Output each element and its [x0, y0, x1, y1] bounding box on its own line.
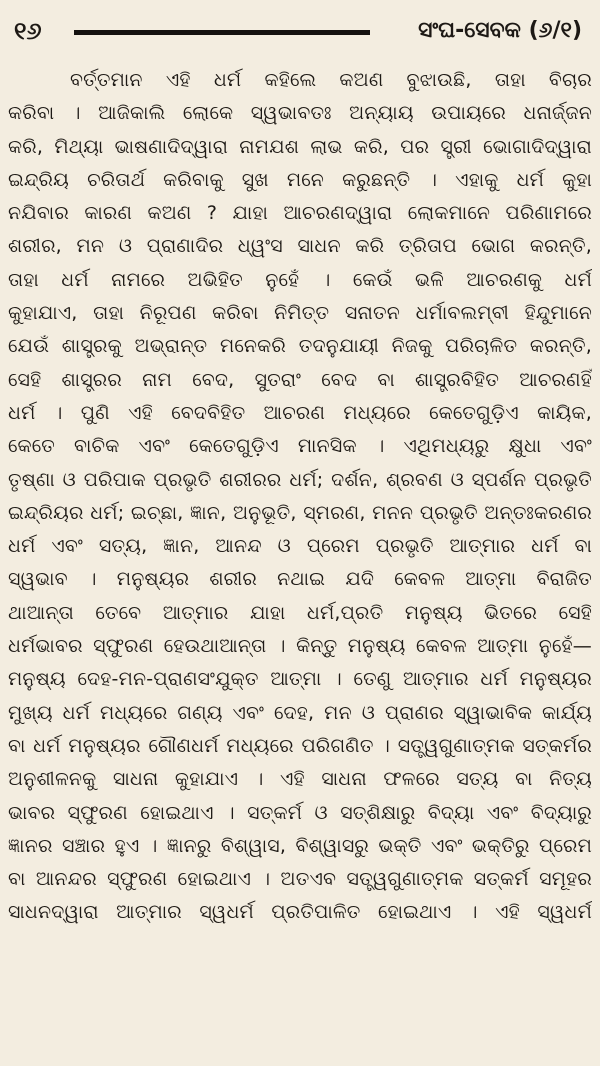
- body-text: [8, 64, 592, 1064]
- header-rule: [74, 30, 370, 35]
- page-header: [0, 0, 600, 66]
- text-line: କେତେ ବାଚିକ ଏବଂ କେତେଗୁଡ଼ିଏ ମାନସିକ । ଏଥିମଧ୍ୟରୁ କ୍ଷୁଧା ଏବଂ: [8, 435, 592, 458]
- running-head: ସଂଘ-ସେବକ (୬/୧): [418, 18, 582, 43]
- text-line: ସ୍ୱଭାବ । ମନୁଷ୍ୟର ଶରୀର ନଥାଇ ଯଦି କେବଳ ଆତ୍ମା ବିରାଜିତ: [8, 568, 592, 591]
- text-line: ଧର୍ମ । ପୁଣି ଏହି ବେଦବିହିତ ଆଚରଣ ମଧ୍ୟରେ କେତେଗୁଡ଼ିଏ କାୟିକ,: [8, 401, 592, 424]
- text-line: ତୃଷ୍ଣା ଓ ପରିପାକ ପ୍ରଭୃତି ଶରୀରର ଧର୍ମ; ଦର୍ଶନ, ଶ୍ରବଣ ଓ ସ୍ପର୍ଶନ ପ୍ରଭୃତି: [8, 468, 592, 491]
- page-number: ୧୬: [14, 17, 42, 45]
- text-line: ମୁଖ୍ୟ ଧର୍ମ ମଧ୍ୟରେ ଗଣ୍ୟ ଏବଂ ଦେହ, ମନ ଓ ପ୍ରାଣର ସ୍ୱାଭାବିକ କାର୍ଯ୍ୟ: [8, 701, 592, 724]
- text-line: କରିବା । ଆଜିକାଲି ଲୋକେ ସ୍ୱଭାବତଃ ଅନ୍ୟାୟ ଉପାୟରେ ଧନାର୍ଜ୍ଜନ: [8, 102, 592, 125]
- text-line: ବର୍ତ୍ତମାନ ଏହି ଧର୍ମ କହିଲେ କଅଣ ବୁଝାଉଛି, ତାହା ବିଚାର: [70, 69, 592, 91]
- text-line: ଅନୁଶୀଳନକୁ ସାଧନା କୁହାଯାଏ । ଏହି ସାଧନା ଫଳରେ ସତ୍ୟ ବା ନିତ୍ୟ: [8, 768, 592, 791]
- text-line: ଯେଉଁ ଶାସ୍ତ୍ରକୁ ଅଭ୍ରାନ୍ତ ମନେକରି ତଦନୁଯାୟୀ ନିଜକୁ ପରିଚାଳିତ କରନ୍ତି,: [8, 335, 592, 358]
- text-line: ସାଧନଦ୍ୱାରା ଆତ୍ମାର ସ୍ୱଧର୍ମ ପ୍ରତିପାଳିତ ହୋଇଥାଏ । ଏହି ସ୍ୱଧର୍ମ: [8, 901, 592, 924]
- text-line: ଧର୍ମଭାବର ସ୍ଫୁରଣ ହେଉଥାଆନ୍ତା । କିନ୍ତୁ ମନୁଷ୍ୟ କେବଳ ଆତ୍ମା ନୁହେଁ—: [8, 635, 592, 658]
- text-line: ତାହା ଧର୍ମ ନାମରେ ଅଭିହିତ ନୁହେଁ । କେଉଁ ଭଳି ଆଚରଣକୁ ଧର୍ମ: [8, 268, 592, 291]
- text-line: ସେହି ଶାସ୍ତ୍ରର ନାମ ବେଦ, ସୁତରାଂ ବେଦ ବା ଶାସ୍ତ୍ରବିହିତ ଆଚରଣହିଁ: [8, 368, 592, 391]
- text-line: ବା ଆନନ୍ଦର ସ୍ଫୁରଣ ହୋଇଥାଏ । ଅତଏବ ସତ୍ତ୍ୱଗୁଣାତ୍ମକ ସତ୍‌କର୍ମ ସମୂହର: [8, 868, 592, 891]
- text-line: ଇନ୍ଦ୍ରିୟର ଧର୍ମ; ଇଚ୍ଛା, ଜ୍ଞାନ, ଅନୁଭୂତି, ସ୍ମରଣ, ମନନ ପ୍ରଭୃତି ଅନ୍ତଃକରଣର: [8, 501, 592, 524]
- text-line: ନଯିବାର କାରଣ କଅଣ ? ଯାହା ଆଚରଣଦ୍ୱାରା ଲୋକମାନେ ପରିଣାମରେ: [8, 202, 592, 225]
- text-line: ଭାବର ସ୍ଫୁରଣ ହୋଇଥାଏ । ସତ୍‌କର୍ମ ଓ ସତ୍‌ଶିକ୍ଷାରୁ ବିଦ୍ୟା ଏବଂ ବିଦ୍ୟାରୁ: [8, 801, 592, 824]
- text-line: ମନୁଷ୍ୟ ଦେହ-ମନ-ପ୍ରାଣସଂଯୁକ୍ତ ଆତ୍ମା । ତେଣୁ ଆତ୍ମାର ଧର୍ମ ମନୁଷ୍ୟର: [8, 668, 592, 691]
- text-line: କୁହାଯାଏ, ତାହା ନିରୂପଣ କରିବା ନିମିତ୍ତ ସନାତନ ଧର୍ମାବଲମ୍ବୀ ହିନ୍ଦୁମାନେ: [8, 302, 592, 325]
- text-line: ଧର୍ମ ଏବଂ ସତ୍ୟ, ଜ୍ଞାନ, ଆନନ୍ଦ ଓ ପ୍ରେମ ପ୍ରଭୃତି ଆତ୍ମାର ଧର୍ମ ବା: [8, 535, 592, 558]
- text-line: ଶରୀର, ମନ ଓ ପ୍ରାଣାଦିର ଧ୍ୱଂସ ସାଧନ କରି ତ୍ରିତାପ ଭୋଗ କରନ୍ତି,: [8, 235, 592, 258]
- text-line: ଥାଆନ୍ତା ତେବେ ଆତ୍ମାର ଯାହା ଧର୍ମ,ପ୍ରତି ମନୁଷ୍ୟ ଭିତରେ ସେହି: [8, 601, 592, 624]
- text-line: ବା ଧର୍ମ ମନୁଷ୍ୟର ଗୌଣଧର୍ମ ମଧ୍ୟରେ ପରିଗଣିତ । ସତ୍ତ୍ୱଗୁଣାତ୍ମକ ସତ୍‌କର୍ମର: [8, 734, 592, 757]
- text-line: ଇନ୍ଦ୍ରିୟ ଚରିତାର୍ଥ କରିବାକୁ ସୁଖ ମନେ କରୁଛନ୍ତି । ଏହାକୁ ଧର୍ମ କୁହା: [8, 168, 592, 191]
- text-line: ଜ୍ଞାନର ସଞ୍ଚାର ହୁଏ । ଜ୍ଞାନରୁ ବିଶ୍ୱାସ, ବିଶ୍ୱାସରୁ ଭକ୍ତି ଏବଂ ଭକ୍ତିରୁ ପ୍ରେମ: [8, 834, 592, 857]
- text-line: କରି, ମିଥ୍ୟା ଭାଷଣାଦିଦ୍ୱାରା ନାମଯଶ ଲାଭ କରି, ପର ସ୍ତ୍ରୀ ଭୋଗାଦିଦ୍ୱାରା: [8, 135, 592, 158]
